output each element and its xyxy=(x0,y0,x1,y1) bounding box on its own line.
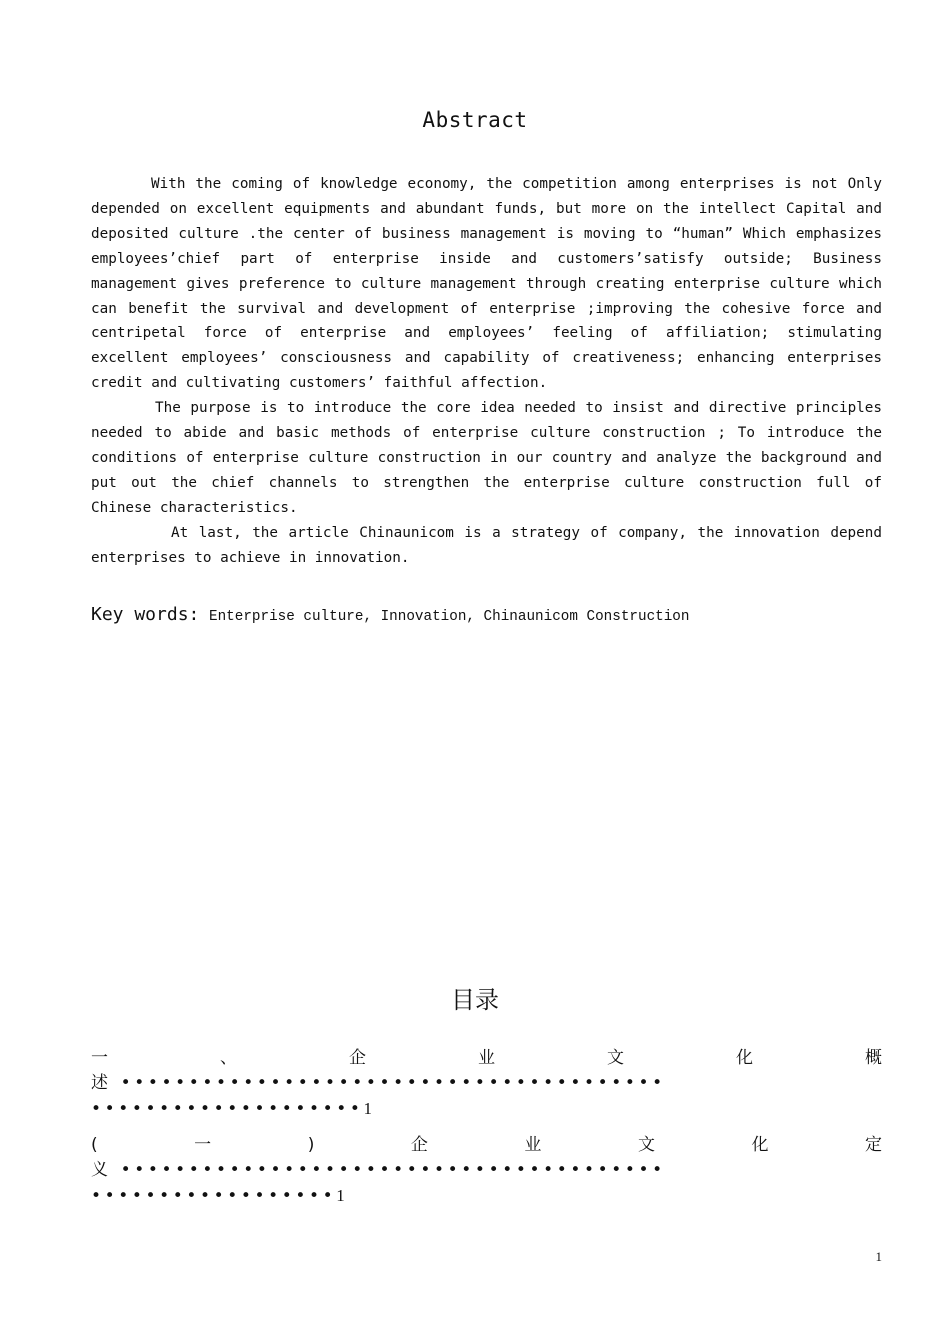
toc-entry-heading xyxy=(91,1133,882,1158)
abstract-paragraph-1: With the coming of knowledge economy, the competition among enterprises is not Only depended on excellent equipments and abundant funds, but more on the intellect Capital and deposited culture .the center of business management is moving to “human” Which emphasizes employees’chief part of enterprise inside and customers’satisfy outside; Business management gives preference to culture management through creating enterprise culture which can benefit the survival and development of enterprise ;improving the cohesive force and centripetal force of enterprise and employees’ feeling of affiliation; stimulating excellent employees’ consciousness and capability of creativeness; enhancing enterprises credit and cultivating customers’ faithful affection. xyxy=(91,176,882,392)
toc-char: 义 xyxy=(91,1160,112,1180)
toc-leader-line xyxy=(91,1071,882,1096)
page-number: 1 xyxy=(875,1249,882,1264)
keywords-value: Enterprise culture, Innovation, Chinaunicom Construction xyxy=(209,609,690,625)
abstract-paragraph-2: The purpose is to introduce the core idea needed to insist and directive principles needed to abide and basic methods of enterprise culture construction ; To introduce the conditions of enterprise culture construction in our country and analyze the background and put out the chief channels to strengthen the enterprise culture construction full of Chinese characteristics. xyxy=(91,400,882,516)
toc-entry[interactable] xyxy=(91,1046,882,1121)
toc-char: 化 xyxy=(736,1048,753,1068)
toc-page-number: 1 xyxy=(336,1186,345,1205)
toc-char: 业 xyxy=(524,1135,542,1155)
toc-leader-line xyxy=(91,1183,882,1208)
toc-char: 一 xyxy=(194,1135,212,1155)
toc-char: 业 xyxy=(478,1048,495,1068)
toc-page-number: 1 xyxy=(363,1099,373,1118)
abstract-body xyxy=(91,172,882,571)
toc-entry[interactable] xyxy=(91,1133,882,1208)
toc-entry-heading xyxy=(91,1046,882,1071)
toc-leader-dots: •••••••••••••••••• xyxy=(91,1186,337,1206)
toc-leader-dots: •••••••••••••••••••••••••••••••••••••••• xyxy=(120,1073,666,1093)
keywords-label: Key words: xyxy=(91,604,200,625)
toc-leader-line xyxy=(91,1158,882,1183)
toc-char: ( xyxy=(91,1135,98,1155)
toc-char: 化 xyxy=(751,1135,769,1155)
toc-char: 文 xyxy=(637,1135,655,1155)
toc-char: 企 xyxy=(349,1048,366,1068)
toc-char: 定 xyxy=(865,1135,882,1155)
abstract-title: Abstract xyxy=(422,108,528,132)
toc-char: ) xyxy=(307,1135,315,1155)
abstract-paragraph-3: At last, the article Chinaunicom is a strategy of company, the innovation depend enterprises to achieve in innovation. xyxy=(91,524,882,566)
toc-char: 、 xyxy=(220,1048,237,1068)
toc-title: 目录 xyxy=(451,986,499,1014)
toc-char: 概 xyxy=(865,1048,882,1068)
keywords-line xyxy=(91,604,882,625)
toc-char: 述 xyxy=(91,1073,112,1093)
toc-leader-line xyxy=(91,1096,882,1121)
toc-leader-dots: •••••••••••••••••••• xyxy=(91,1099,364,1119)
toc-char: 一 xyxy=(91,1048,108,1068)
toc-char: 企 xyxy=(410,1135,428,1155)
toc-leader-dots: •••••••••••••••••••••••••••••••••••••••• xyxy=(120,1160,666,1180)
toc-char: 文 xyxy=(607,1048,624,1068)
